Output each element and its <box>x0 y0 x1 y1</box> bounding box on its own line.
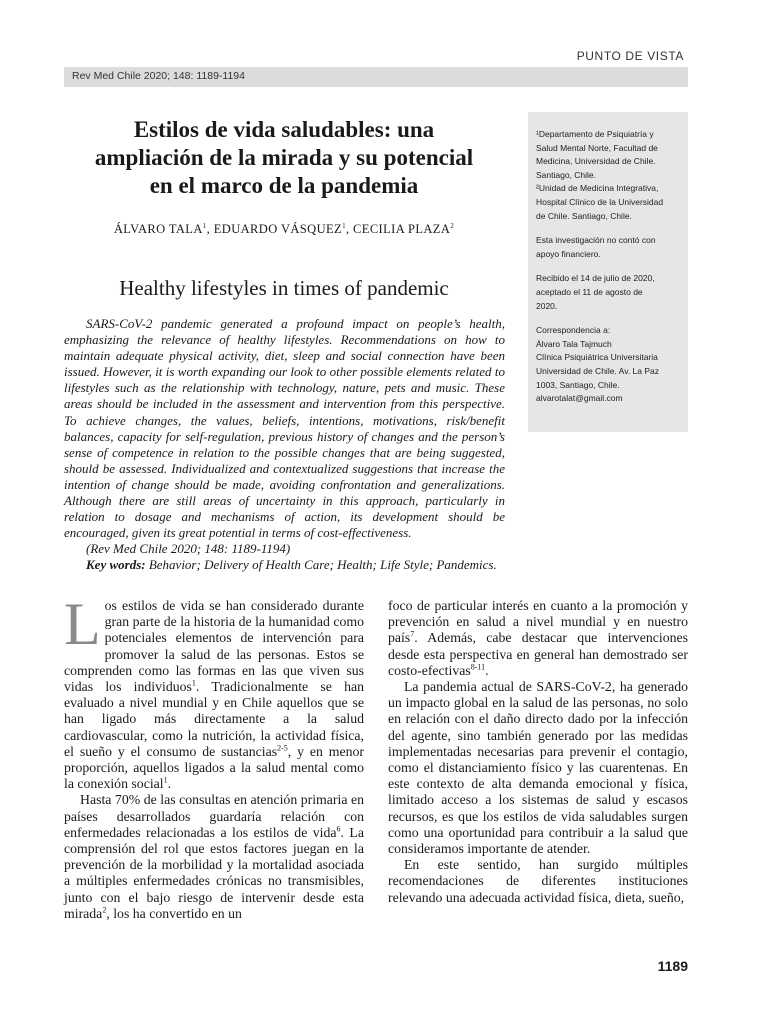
text-run: os estilos de vida se han considerado durante gran parte de la historia de la humanidad como potenciales elementos de intervención para promover la salud de las personas. Estos se comprenden como las formas en las que viven sus vidas los individuos <box>64 598 364 695</box>
body-paragraph <box>64 591 364 792</box>
affiliation-line: Hospital Clínico de la Universidad <box>536 196 664 207</box>
affiliation-line: ¹Departamento de Psiquiatría y <box>536 129 654 139</box>
english-title: Healthy lifestyles in times of pandemic <box>119 276 449 300</box>
citation-bar <box>64 67 688 87</box>
affiliation-line: Salud Mental Norte, Facultad de <box>536 142 658 153</box>
author-list: ÁLVARO TALA$^1$, EDUARDO VÁSQUEZ$^1$, CECILIA PLAZA$^2$ <box>113 222 455 237</box>
section-label: PUNTO DE VISTA <box>576 49 684 63</box>
keywords-list: Behavior; Delivery of Health Care; Health; Life Style; Pandemics. <box>148 557 497 573</box>
body-paragraph: La pandemia actual de SARS-CoV-2, ha generado un impacto global en la salud de las personas, no solo en relación con el daño directo dado por la infección del agente, sino también generado por las medidas implementadas necesarias para prevenir el contagio, como el distanciamiento físico y las cuarentenas. En este contexto de alta demanda emocional y física, limitado acceso a los sistemas de salud y escasos recursos, es que los estilos de vida saludables surgen como una oportunidad para contribuir a la salud que consideramos importante de atender. <box>388 679 688 857</box>
author-affiliation-mark: 1 <box>342 222 346 230</box>
drop-cap: L <box>64 591 101 657</box>
body-column-left <box>64 591 364 922</box>
reference-mark: 8-11 <box>470 662 486 672</box>
reference-mark: 7 <box>410 629 415 639</box>
title-line: ampliación de la mirada y su potencial <box>94 145 474 170</box>
abstract-citation: (Rev Med Chile 2020; 148: 1189-1194) <box>86 541 291 557</box>
keywords <box>64 557 505 573</box>
journal-citation: Rev Med Chile 2020; 148: 1189-1194 <box>72 70 245 82</box>
reference-mark: 1 <box>163 775 168 785</box>
title-line: en el marco de la pandemia <box>149 173 419 198</box>
reference-mark: 6 <box>336 824 341 834</box>
page-number: 1189 <box>657 958 688 974</box>
text-run: . Tradicionalmente se han evaluado a nivel mundial y en Chile aquellos que se han ligado más directamente a la salud cardiovascular, como la nutrición, la actividad física, el sueño y el consumo de sustancias <box>64 679 364 759</box>
abstract-text: SARS-CoV-2 pandemic generated a profound impact on people’s health, emphasizing the relevance of healthy lifestyles. Recommendations on how to maintain adequate physical activity, diet, sleep and social connection have been issued. However, it is worth expanding our look to other possible elements related to lifestyles such as the relationship with technology, nature, pets and music. These areas should be included in the assessment and intervention from this perspective. To achieve changes, the values, beliefs, intentions, motivations, risk/benefit balances, capacity for self-regulation, previous history of changes and the person’s sense of competence in relation to the possible changes that are being suggested, should be assessed. Individualized and contextualized suggestions that increase the intention of change should be made, avoiding confrontation and generalizations. Although there are still areas of uncertainty in this approach, particularly in relation to dosage and mechanisms of action, its development should be encouraged, given its great potential in terms of cost-effectiveness. <box>64 316 505 541</box>
text-run: . <box>485 662 489 678</box>
affiliation-line: Medicina, Universidad de Chile. <box>536 156 656 167</box>
dates-line: Recibido el 14 de julio de 2020, <box>536 273 655 284</box>
correspondence <box>536 324 686 406</box>
correspondence-email[interactable]: alvarotalat@gmail.com <box>536 393 623 404</box>
body-paragraph: En este sentido, han surgido múltiples recomendaciones de diferentes instituciones relevando una adecuada actividad física, dieta, sueño, <box>388 857 688 905</box>
affiliation-line: de Chile. Santiago, Chile. <box>536 210 632 221</box>
affiliations <box>536 128 686 223</box>
title-line: Estilos de vida saludables: una <box>133 117 435 142</box>
affiliation-line: Santiago, Chile. <box>536 169 597 180</box>
dates-line: aceptado el 11 de agosto de <box>536 286 643 297</box>
text-run: , los ha convertido en un <box>106 905 242 921</box>
body-column-right <box>388 598 688 906</box>
reference-mark: 2-5 <box>277 743 288 753</box>
text-run: . La comprensión del rol que estos factores juegan en la prevención de la morbilidad y la mortalidad asociada a múltiples enfermedades crónicas no transmisibles, junto con el bajo riesgo de intervenir desde esta mirada <box>64 824 364 921</box>
correspondence-line: 1003, Santiago, Chile. <box>536 379 620 390</box>
funding-note <box>536 234 686 261</box>
correspondence-line: Correspondencia a: <box>536 325 611 336</box>
dates-line: 2020. <box>536 300 558 311</box>
abstract <box>64 316 505 574</box>
correspondence-line: Universidad de Chile. Av. La Paz <box>536 365 660 376</box>
body-paragraph <box>388 598 688 679</box>
keywords-label: Key words: <box>86 557 146 573</box>
author-name: CECILIA PLAZA <box>353 222 451 237</box>
author-affiliation-mark: 1 <box>202 222 207 230</box>
text-run: . <box>167 776 172 792</box>
correspondence-line: Álvaro Tala Tajmuch <box>536 338 612 349</box>
article-title <box>64 116 504 200</box>
text-run: , y en menor proporción, aquellos ligados a la salud mental como la conexión social <box>64 743 364 792</box>
body-paragraph <box>64 792 364 922</box>
received-dates <box>536 272 686 313</box>
text-run: Hasta 70% de las consultas en atención primaria en países desarrollados guardaría relación con enfermedades relacionadas a los estilos de vida <box>64 792 364 840</box>
reference-mark: 2 <box>102 905 107 915</box>
funding-line: apoyo financiero. <box>536 248 601 259</box>
funding-line: Esta investigación no contó con <box>536 235 656 246</box>
reference-mark: 1 <box>191 678 196 688</box>
affiliation-line: ²Unidad de Medicina Integrativa, <box>536 183 659 194</box>
correspondence-line: Clínica Psiquiátrica Universitaria <box>536 352 658 363</box>
info-sidebar <box>528 112 688 432</box>
author-affiliation-mark: 2 <box>450 222 455 230</box>
author-name: EDUARDO VÁSQUEZ <box>213 222 343 237</box>
text-run: foco de particular interés en cuanto a la promoción y prevención en salud a nivel mundial y en nuestro país <box>388 598 688 646</box>
author-name: ÁLVARO TALA <box>113 222 203 237</box>
text-run: . Además, cabe destacar que intervenciones desde esta perspectiva en general han demostrado ser costo-efectivas <box>388 630 688 678</box>
